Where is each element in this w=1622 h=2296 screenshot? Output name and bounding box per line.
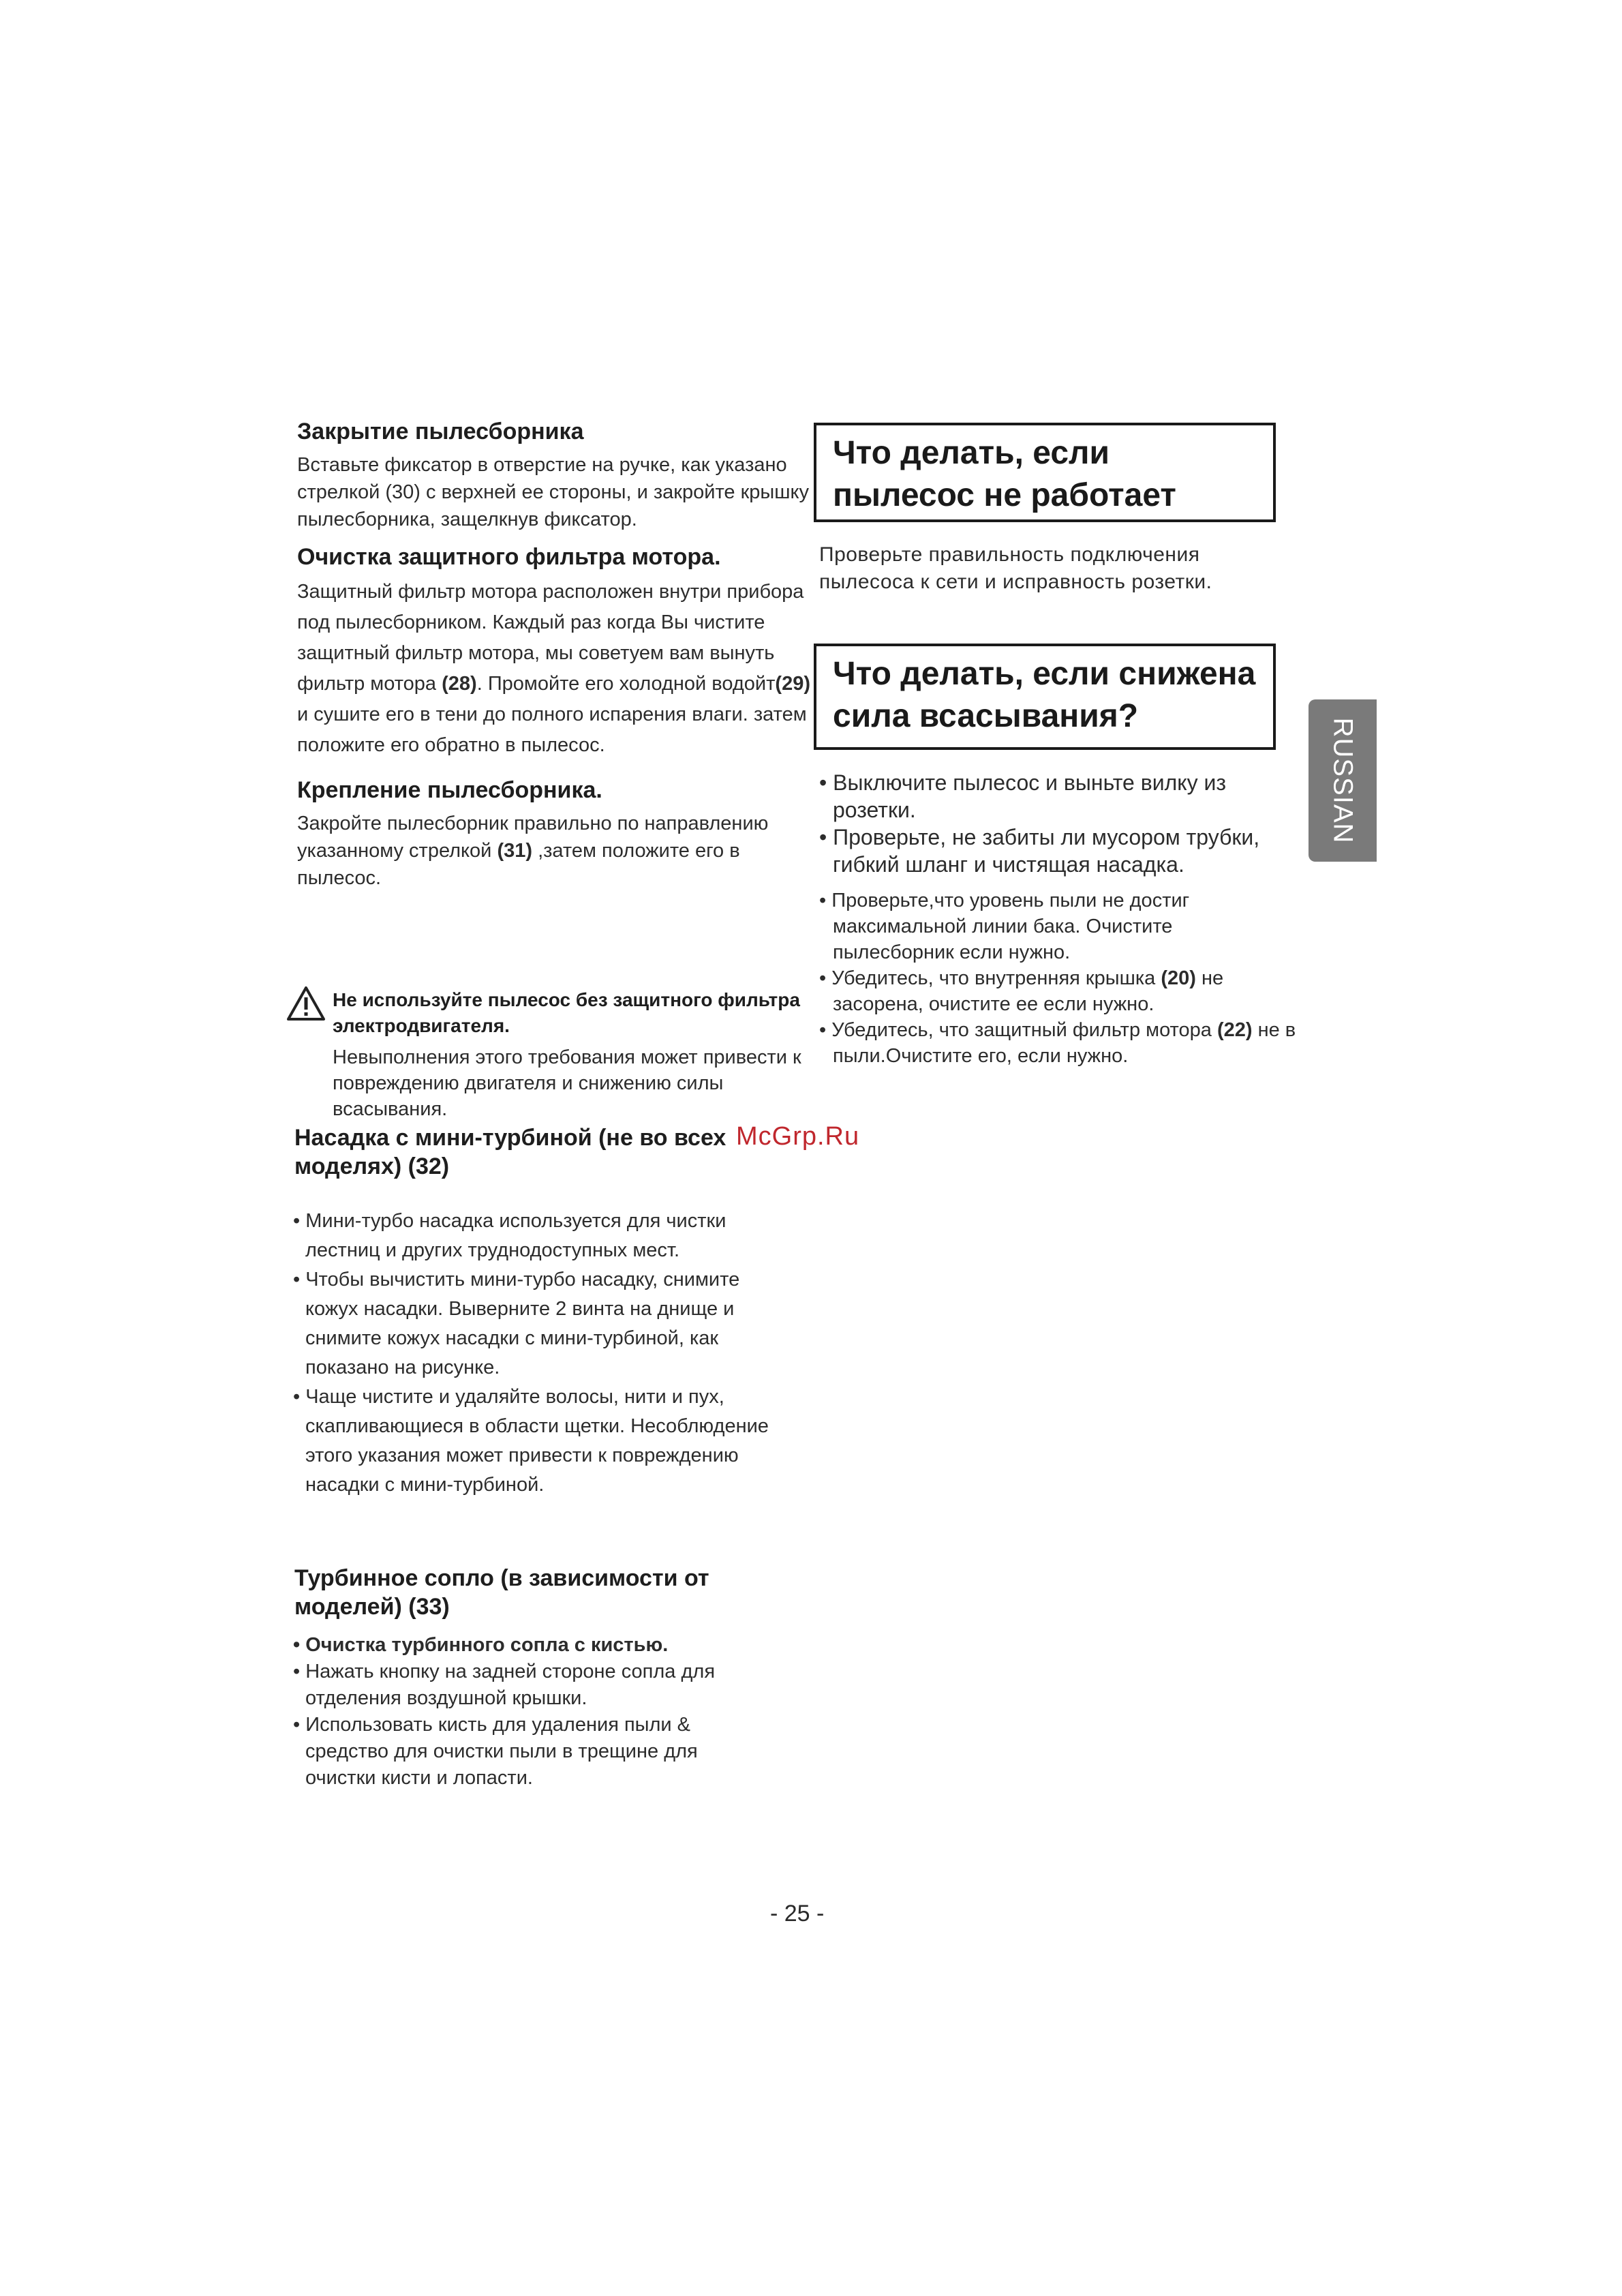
list-item: • Использовать кисть для удаления пыли & средство для очистки пыли в трещине для очистки кисти и лопасти. [293,1714,698,1789]
list-item: • Проверьте,что уровень пыли не достиг максимальной линии бака. Очистите пылесборник если нужно. [819,890,1190,963]
list-item: • Убедитесь, что защитный фильтр мотора (22) не в пыли.Очистите его, если нужно. [819,1019,1296,1067]
section-title-dustbin-closing: Закрытие пылесборника [297,419,584,444]
section-text-dustbin-mounting: Закройте пылесборник правильно по направлению указанному стрелкой (31) ,затем положите его в пылесос. [297,813,769,889]
list-item: • Очистка турбинного сопла с кистью. [293,1634,669,1656]
page-number: - 25 - [770,1901,825,1927]
section-text-dustbin-closing: Вставьте фиксатор в отверстие на ручке, как указано стрелкой (30) с верхней ее стороны, и закройте крышку пылесборника, защелкнув фиксатор. [297,454,810,530]
language-tab-label: RUSSIAN [1328,717,1358,844]
list-item: • Выключите пылесос и выньте вилку из розетки. [819,770,1227,822]
heading-box-low-suction: Что делать, если снижена сила всасывания? [814,644,1276,750]
turbine-nozzle-list [293,1632,770,1792]
section-title-mini-turbo: Насадка с мини-турбиной (не во всех моделях) (32) [294,1125,726,1179]
warning-text: Невыполнения этого требования может привести к повреждению двигателя и снижению силы всасывания. [333,1046,801,1120]
low-suction-list [819,769,1296,1069]
list-item: • Проверьте, не забиты ли мусором трубки, гибкий шланг и чистящая насадка. [819,825,1260,877]
left-column [297,417,815,892]
watermark: McGrp.Ru [736,1122,860,1151]
list-item: • Мини-турбо насадка используется для чистки лестниц и других труднодоступных мест. [293,1210,726,1261]
section-title-turbine-nozzle: Турбинное сопло (в зависимости от моделей) (33) [294,1565,709,1620]
section-title-motor-filter: Очистка защитного фильтра мотора. [297,544,721,570]
heading-box-not-working: Что делать, если пылесос не работает [814,423,1276,522]
warning-title: Не используйте пылесос без защитного фильтра электродвигателя. [333,989,800,1036]
language-tab [1309,699,1377,862]
list-item: • Чаще чистите и удаляйте волосы, нити и пух, скапливающиеся в области щетки. Несоблюдение этого указания может привести к повреждению насадки с мини-турбиной. [293,1386,769,1496]
list-item: • Убедитесь, что внутренняя крышка (20) не засорена, очистите ее если нужно. [819,967,1224,1015]
section-text-motor-filter: Защитный фильтр мотора расположен внутри прибора под пылесборником. Каждый раз когда Вы чистите защитный фильтр мотора, мы советуем вам вынуть фильтр мотора (28). Промойте его холодной водойт(29) и сушите его в тени до полного испарения влаги. затем положите его обратно в пылесос. [297,581,810,756]
section-title-dustbin-mounting: Крепление пылесборника. [297,777,602,803]
mini-turbo-list [293,1207,770,1500]
warning-triangle-icon [286,986,326,1021]
list-item: • Чтобы вычистить мини-турбо насадку, снимите кожух насадки. Выверните 2 винта на днище и снимите кожух насадки с мини-турбиной, как показано на рисунке. [293,1269,740,1378]
not-working-text: Проверьте правильность подключения пылесоса к сети и исправность розетки. [819,543,1212,593]
list-item: • Нажать кнопку на задней стороне сопла для отделения воздушной крышки. [293,1661,716,1709]
